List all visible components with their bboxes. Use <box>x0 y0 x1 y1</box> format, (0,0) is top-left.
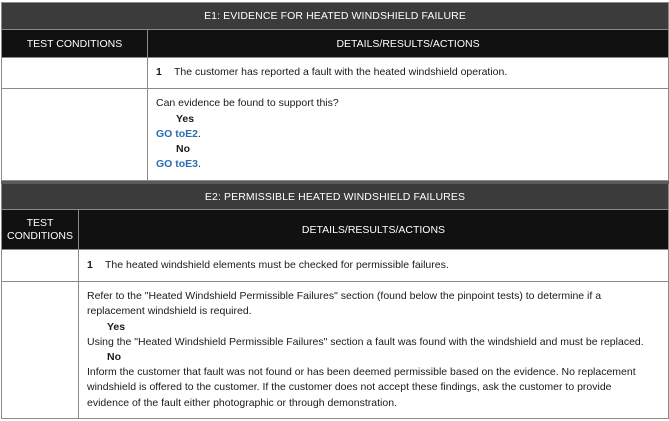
e2-instruction-condition-cell <box>2 282 79 419</box>
e1-goto-e3-label[interactable]: GO toE3 <box>156 158 199 171</box>
e2-option-no: No <box>107 351 121 363</box>
e1-question-cell <box>148 89 669 181</box>
e2-yes-action: Using the "Heated Windshield Permissible Failures" section a fault was found with the windshield and must be replaced. <box>87 335 644 348</box>
e2-details-header: DETAILS/RESULTS/ACTIONS <box>79 210 669 250</box>
e2-title: E2: PERMISSIBLE HEATED WINDSHIELD FAILURES <box>2 183 669 210</box>
e2-step-condition-cell <box>2 250 79 282</box>
e2-test-table <box>1 181 669 419</box>
e1-step-text: The customer has reported a fault with the heated windshield operation. <box>174 66 508 79</box>
e2-instruction-line2: replacement windshield is required. <box>87 305 252 318</box>
e2-conditions-header-line1: TEST <box>26 216 54 229</box>
e1-question-condition-cell <box>2 89 148 181</box>
e2-step-number: 1 <box>87 258 93 271</box>
e1-option-no: No <box>176 143 190 156</box>
e1-goto-e2-link[interactable] <box>156 127 662 142</box>
e2-conditions-header-line2: CONDITIONS <box>7 229 73 242</box>
e1-goto-e2-period: . <box>198 127 201 140</box>
e2-step-text: The heated windshield elements must be checked for permissible failures. <box>105 258 449 271</box>
e1-question-text: Can evidence be found to support this? <box>156 97 339 110</box>
e1-goto-e2-label[interactable]: GO toE2 <box>156 127 199 140</box>
e2-no-action-line3: evidence of the fault either photographic or through demonstration. <box>87 396 397 409</box>
e2-instruction-cell <box>79 282 669 419</box>
e1-test-conditions-header: TEST CONDITIONS <box>2 30 148 58</box>
e1-goto-e3-link[interactable] <box>156 157 662 172</box>
e1-step-number: 1 <box>156 66 162 79</box>
e1-option-yes: Yes <box>176 112 195 125</box>
e1-step-condition-cell <box>2 58 148 89</box>
e1-details-header: DETAILS/RESULTS/ACTIONS <box>148 30 669 58</box>
e2-step-cell <box>79 250 669 282</box>
e2-test-conditions-header <box>2 210 79 250</box>
e1-title: E1: EVIDENCE FOR HEATED WINDSHIELD FAILURE <box>2 3 669 30</box>
e1-goto-e3-period: . <box>198 158 201 171</box>
e2-no-action-line2: windshield is offered to the customer. If the customer does not accept these findings, ask the customer to provide <box>87 381 612 394</box>
e2-instruction-line1: Refer to the "Heated Windshield Permissible Failures" section (found below the pinpoint tests) to determine if a <box>87 290 602 303</box>
e2-no-action-line1: Inform the customer that fault was not found or has been deemed permissible based on the evidence. No replacement <box>87 366 636 379</box>
e2-option-yes: Yes <box>107 320 126 333</box>
e1-test-table <box>1 2 669 181</box>
e1-step-cell <box>148 58 669 89</box>
